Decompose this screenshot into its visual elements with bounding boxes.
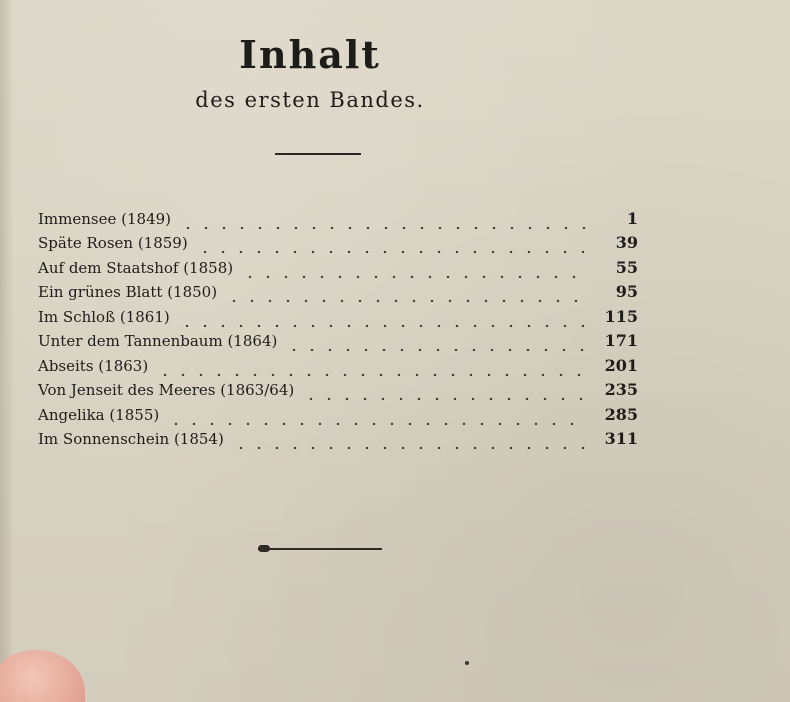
page-subtitle: des ersten Bandes. [195, 88, 425, 112]
toc-entry-title: Ein grünes Blatt (1850) [38, 283, 218, 301]
toc-entry [38, 229, 638, 254]
toc-dot-leader [178, 307, 586, 327]
toc-entry-page: 95 [615, 282, 638, 301]
title-divider [275, 153, 361, 155]
toc-entry-page: 311 [604, 429, 638, 448]
toc-entry-title: Im Sonnenschein (1854) [38, 430, 224, 448]
toc-dot-leader [285, 331, 586, 351]
toc-entry [38, 253, 638, 278]
toc-dot-leader [179, 209, 586, 229]
toc-entry-page: 171 [604, 331, 638, 350]
table-of-contents [38, 204, 638, 449]
toc-entry-title: Angelika (1855) [38, 405, 160, 424]
toc-entry-title: Auf dem Staatshof (1858) [38, 258, 234, 277]
toc-dot-leader [302, 380, 586, 400]
toc-entry-page: 55 [615, 257, 638, 277]
toc-dot-leader [225, 282, 586, 302]
toc-entry-title: Im Schloß (1861) [38, 307, 170, 326]
toc-entry-page: 201 [604, 355, 638, 375]
end-ornament-rule [258, 548, 382, 550]
end-ornament-knob [258, 545, 270, 552]
toc-entry-page: 1 [626, 208, 638, 228]
toc-entry-page: 115 [604, 306, 638, 326]
toc-entry-title: Von Jenseit des Meeres (1863/64) [38, 381, 295, 399]
fingertip [0, 650, 85, 702]
paper-speck [465, 661, 469, 665]
toc-entry-title: Unter dem Tannenbaum (1864) [38, 332, 278, 350]
page-edge-shadow [0, 0, 14, 702]
toc-entry-title: Abseits (1863) [38, 356, 149, 375]
toc-entry-page: 285 [604, 404, 638, 424]
toc-dot-leader [156, 356, 586, 376]
toc-entry [38, 302, 638, 327]
toc-entry-page: 235 [604, 380, 638, 399]
toc-entry-title: Immensee (1849) [38, 209, 172, 228]
toc-entry-page: 39 [615, 233, 638, 252]
toc-entry [38, 327, 638, 352]
toc-dot-leader [167, 405, 586, 425]
toc-entry [38, 278, 638, 303]
toc-entry [38, 351, 638, 376]
toc-dot-leader [241, 258, 586, 278]
toc-dot-leader [196, 233, 586, 253]
toc-dot-leader [232, 429, 586, 449]
page-title: Inhalt [239, 32, 381, 77]
toc-entry [38, 376, 638, 401]
toc-entry-title: Späte Rosen (1859) [38, 234, 188, 252]
toc-entry [38, 204, 638, 229]
toc-entry [38, 425, 638, 450]
toc-entry [38, 400, 638, 425]
